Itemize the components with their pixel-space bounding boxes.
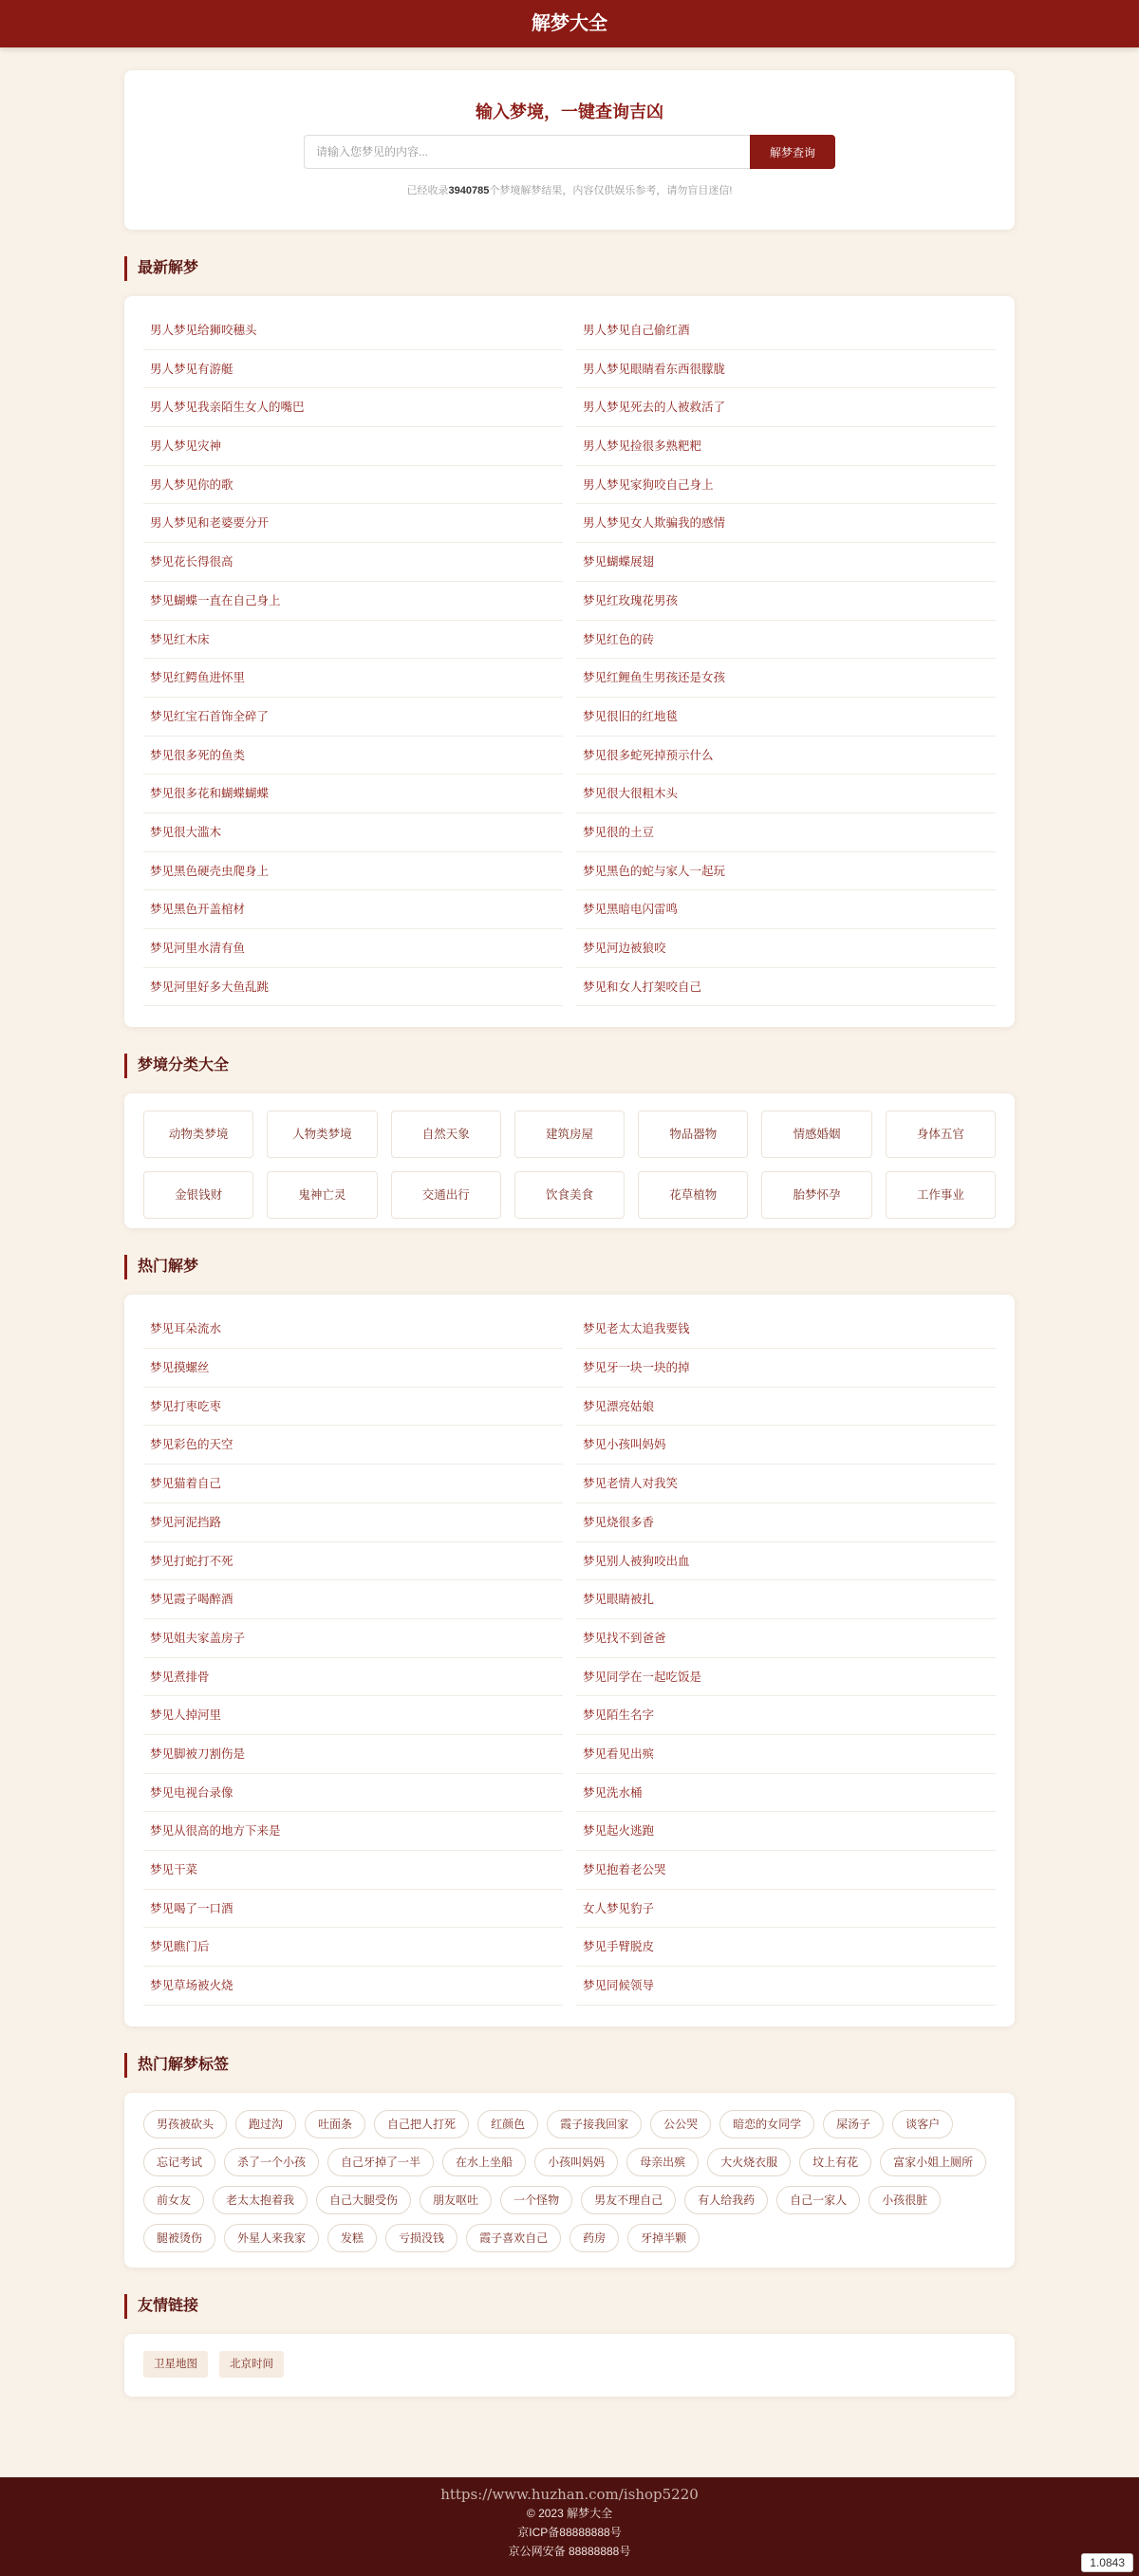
dream-link[interactable]: 女人梦见豹子 xyxy=(576,1890,996,1929)
dream-link[interactable]: 梦见抱着老公哭 xyxy=(576,1851,996,1890)
search-input[interactable] xyxy=(304,135,750,169)
tag-item[interactable]: 药房 xyxy=(570,2224,619,2252)
search-button[interactable]: 解梦查询 xyxy=(750,135,835,169)
dream-link[interactable]: 梦见漂亮姑娘 xyxy=(576,1388,996,1427)
latest-list xyxy=(143,311,996,1006)
section-title-latest: 最新解梦 xyxy=(124,256,1015,281)
dream-count: 3940785 xyxy=(448,185,490,196)
category-item[interactable]: 人物类梦境 xyxy=(267,1111,377,1158)
dream-link[interactable]: 梦见别人被狗咬出血 xyxy=(576,1542,996,1581)
dream-link[interactable]: 梦见河边被狼咬 xyxy=(576,929,996,968)
dream-link[interactable]: 梦见牙一块一块的掉 xyxy=(576,1349,996,1388)
tag-item[interactable]: 大火烧衣服 xyxy=(707,2148,791,2176)
dream-link[interactable]: 梦见草场被火烧 xyxy=(143,1967,563,2006)
footer-url[interactable]: https://www.huzhan.com/ishop5220 xyxy=(440,2486,699,2503)
search-card xyxy=(124,70,1015,230)
category-item[interactable]: 交通出行 xyxy=(391,1171,501,1219)
dream-link[interactable]: 梦见花长得很高 xyxy=(143,543,563,582)
footer-copyright: © 2023 解梦大全 xyxy=(526,2507,613,2520)
dream-link[interactable]: 梦见烧很多香 xyxy=(576,1503,996,1542)
category-item[interactable]: 胎梦怀孕 xyxy=(761,1171,871,1219)
category-item[interactable]: 金银钱财 xyxy=(143,1171,253,1219)
dream-link[interactable]: 梦见同候领导 xyxy=(576,1967,996,2006)
dream-link[interactable]: 梦见很大滥木 xyxy=(143,813,563,852)
search-note xyxy=(124,182,1015,197)
friend-link[interactable]: 北京时间 xyxy=(219,2351,284,2378)
section-title-categories: 梦境分类大全 xyxy=(124,1054,1015,1078)
dream-link[interactable]: 梦见同学在一起吃饭是 xyxy=(576,1658,996,1697)
dream-link[interactable]: 梦见老太太追我要钱 xyxy=(576,1310,996,1349)
dream-link[interactable]: 梦见小孩叫妈妈 xyxy=(576,1426,996,1465)
dream-link[interactable]: 男人梦见自己偷红酒 xyxy=(576,311,996,350)
tag-item[interactable]: 牙掉半颗 xyxy=(627,2224,700,2252)
tag-item[interactable]: 吐面条 xyxy=(305,2110,365,2138)
categories-card xyxy=(124,1093,1015,1228)
dream-link[interactable]: 男人梦见家狗咬自己身上 xyxy=(576,466,996,505)
dream-link[interactable]: 男人梦见捡很多熟粑粑 xyxy=(576,427,996,466)
section-title-hot: 热门解梦 xyxy=(124,1255,1015,1279)
dream-link[interactable]: 梦见蝴蝶一直在自己身上 xyxy=(143,582,563,621)
tag-item[interactable]: 发糕 xyxy=(327,2224,377,2252)
dream-link[interactable]: 梦见红色的砖 xyxy=(576,621,996,660)
search-bar xyxy=(304,135,835,169)
main-content xyxy=(124,70,1015,2397)
tag-item[interactable]: 坟上有花 xyxy=(799,2148,871,2176)
latest-list-card xyxy=(124,296,1015,1027)
tag-item[interactable]: 外星人来我家 xyxy=(224,2224,319,2252)
tag-item[interactable]: 男友不理自己 xyxy=(581,2186,676,2214)
dream-link[interactable]: 梦见人掉河里 xyxy=(143,1696,563,1735)
footer-police-link[interactable]: 京公网安备 88888888号 xyxy=(508,2545,631,2558)
dream-link[interactable]: 梦见很多蛇死掉预示什么 xyxy=(576,737,996,775)
dream-link[interactable]: 梦见河里水清有鱼 xyxy=(143,929,563,968)
tag-item[interactable]: 富家小姐上厕所 xyxy=(880,2148,986,2176)
tag-item[interactable]: 有人给我药 xyxy=(684,2186,768,2214)
note-suffix: 个梦境解梦结果，内容仅供娱乐参考，请勿盲目迷信! xyxy=(489,185,733,196)
tag-item[interactable]: 自己把人打死 xyxy=(374,2110,469,2138)
dream-link[interactable]: 梦见电视台录像 xyxy=(143,1774,563,1813)
dream-link[interactable]: 梦见手臂脱皮 xyxy=(576,1928,996,1967)
tag-item[interactable]: 公公哭 xyxy=(650,2110,711,2138)
dream-link[interactable]: 梦见打枣吃枣 xyxy=(143,1388,563,1427)
tag-item[interactable]: 老太太抱着我 xyxy=(213,2186,308,2214)
tag-cloud xyxy=(143,2110,996,2252)
dream-link[interactable]: 梦见瞧门后 xyxy=(143,1928,563,1967)
tag-item[interactable]: 忘记考试 xyxy=(143,2148,215,2176)
search-title: 输入梦境，一键查询吉凶 xyxy=(476,103,663,121)
category-item[interactable]: 动物类梦境 xyxy=(143,1111,253,1158)
tags-card xyxy=(124,2093,1015,2268)
dream-link[interactable]: 梦见起火逃跑 xyxy=(576,1812,996,1851)
tag-item[interactable]: 霞子喜欢自己 xyxy=(466,2224,561,2252)
dream-link[interactable]: 梦见老情人对我笑 xyxy=(576,1465,996,1503)
dream-link[interactable]: 梦见猫着自己 xyxy=(143,1465,563,1503)
tag-item[interactable]: 自己一家人 xyxy=(776,2186,860,2214)
dream-link[interactable]: 男人梦见死去的人被救活了 xyxy=(576,388,996,427)
tag-item[interactable]: 在水上坐船 xyxy=(442,2148,526,2176)
category-item[interactable]: 工作事业 xyxy=(886,1171,996,1219)
category-item[interactable]: 鬼神亡灵 xyxy=(267,1171,377,1219)
category-item[interactable]: 饮食美食 xyxy=(514,1171,625,1219)
dream-link[interactable]: 梦见找不到爸爸 xyxy=(576,1619,996,1658)
tag-item[interactable]: 小孩很脏 xyxy=(868,2186,941,2214)
friend-link[interactable]: 卫星地图 xyxy=(143,2351,208,2378)
section-title-tags: 热门解梦标签 xyxy=(124,2053,1015,2078)
tag-item[interactable]: 谈客户 xyxy=(892,2110,953,2138)
dream-link[interactable]: 梦见很的土豆 xyxy=(576,813,996,852)
dream-link[interactable]: 男人梦见灾神 xyxy=(143,427,563,466)
tag-item[interactable]: 跑过沟 xyxy=(235,2110,296,2138)
friend-links-card xyxy=(124,2334,1015,2397)
tag-item[interactable]: 一个怪物 xyxy=(500,2186,572,2214)
dream-link[interactable]: 梦见脚被刀割伤是 xyxy=(143,1735,563,1774)
tag-item[interactable]: 前女友 xyxy=(143,2186,204,2214)
dream-link[interactable]: 梦见喝了一口酒 xyxy=(143,1890,563,1929)
dream-link[interactable]: 梦见姐夫家盖房子 xyxy=(143,1619,563,1658)
dream-link[interactable]: 梦见和女人打架咬自己 xyxy=(576,968,996,1007)
tag-item[interactable]: 自己大腿受伤 xyxy=(316,2186,411,2214)
dream-link[interactable]: 梦见干菜 xyxy=(143,1851,563,1890)
dream-link[interactable]: 梦见耳朵流水 xyxy=(143,1310,563,1349)
category-item[interactable]: 情感婚姻 xyxy=(761,1111,871,1158)
tag-item[interactable]: 朋友呕吐 xyxy=(420,2186,492,2214)
dream-link[interactable]: 梦见摸螺丝 xyxy=(143,1349,563,1388)
hot-list-card xyxy=(124,1295,1015,2025)
tag-item[interactable]: 自己牙掉了一半 xyxy=(327,2148,434,2176)
footer-icp-link[interactable]: 京ICP备88888888号 xyxy=(517,2526,622,2539)
dream-link[interactable]: 男人梦见我亲陌生女人的嘴巴 xyxy=(143,388,563,427)
category-item[interactable]: 花草植物 xyxy=(638,1171,748,1219)
tag-item[interactable]: 腿被烫伤 xyxy=(143,2224,215,2252)
dream-link[interactable]: 梦见河泥挡路 xyxy=(143,1503,563,1542)
dream-link[interactable]: 梦见眼睛被扎 xyxy=(576,1580,996,1619)
version-badge: 1.0843 xyxy=(1081,2553,1133,2572)
dream-link[interactable]: 梦见河里好多大鱼乱跳 xyxy=(143,968,563,1007)
tag-item[interactable]: 母亲出殡 xyxy=(626,2148,699,2176)
dream-link[interactable]: 梦见煮排骨 xyxy=(143,1658,563,1697)
dream-link[interactable]: 梦见红木床 xyxy=(143,621,563,660)
dream-link[interactable]: 梦见黑色硬壳虫爬身上 xyxy=(143,852,563,891)
dream-link[interactable]: 梦见霞子喝醉酒 xyxy=(143,1580,563,1619)
dream-link[interactable]: 梦见黑色的蛇与家人一起玩 xyxy=(576,852,996,891)
dream-link[interactable]: 男人梦见和老婆要分开 xyxy=(143,504,563,543)
section-title-friends: 友情链接 xyxy=(124,2294,1015,2319)
dream-link[interactable]: 梦见红宝石首饰全碎了 xyxy=(143,698,563,737)
tag-item[interactable]: 霞子接我回家 xyxy=(547,2110,642,2138)
site-footer xyxy=(0,2477,1139,2576)
hot-list xyxy=(143,1310,996,2005)
dream-link[interactable]: 梦见看见出殡 xyxy=(576,1735,996,1774)
tag-item[interactable]: 男孩被砍头 xyxy=(143,2110,227,2138)
dream-link[interactable]: 梦见黑暗电闪雷鸣 xyxy=(576,890,996,929)
dream-link[interactable]: 梦见很旧的红地毯 xyxy=(576,698,996,737)
dream-link[interactable]: 男人梦见眼睛看东西很朦胧 xyxy=(576,350,996,389)
dream-link[interactable]: 梦见很大很粗木头 xyxy=(576,775,996,813)
dream-link[interactable]: 梦见红鳄鱼进怀里 xyxy=(143,659,563,698)
dream-link[interactable]: 梦见洗水桶 xyxy=(576,1774,996,1813)
dream-link[interactable]: 梦见彩色的天空 xyxy=(143,1426,563,1465)
tag-item[interactable]: 亏损没钱 xyxy=(385,2224,457,2252)
dream-link[interactable]: 男人梦见女人欺骗我的感情 xyxy=(576,504,996,543)
dream-link[interactable]: 男人梦见给狮咬穗头 xyxy=(143,311,563,350)
tag-item[interactable]: 暗恋的女同学 xyxy=(719,2110,814,2138)
dream-link[interactable]: 男人梦见你的歌 xyxy=(143,466,563,505)
dream-link[interactable]: 梦见打蛇打不死 xyxy=(143,1542,563,1581)
category-item[interactable]: 自然天象 xyxy=(391,1111,501,1158)
category-grid xyxy=(143,1111,996,1219)
dream-link[interactable]: 梦见黑色开盖棺材 xyxy=(143,890,563,929)
tag-item[interactable]: 小孩叫妈妈 xyxy=(534,2148,618,2176)
dream-link[interactable]: 梦见陌生名字 xyxy=(576,1696,996,1735)
dream-link[interactable]: 梦见从很高的地方下来是 xyxy=(143,1812,563,1851)
dream-link[interactable]: 梦见很多花和蝴蝶蝴蝶 xyxy=(143,775,563,813)
dream-link[interactable]: 梦见红玫瑰花男孩 xyxy=(576,582,996,621)
tag-item[interactable]: 屎汤子 xyxy=(823,2110,884,2138)
category-item[interactable]: 物品器物 xyxy=(638,1111,748,1158)
category-item[interactable]: 建筑房屋 xyxy=(514,1111,625,1158)
tag-item[interactable]: 红颜色 xyxy=(477,2110,538,2138)
dream-link[interactable]: 梦见很多死的鱼类 xyxy=(143,737,563,775)
site-header xyxy=(0,0,1139,47)
dream-link[interactable]: 男人梦见有游艇 xyxy=(143,350,563,389)
note-prefix: 已经收录 xyxy=(406,185,449,196)
tag-item[interactable]: 杀了一个小孩 xyxy=(224,2148,319,2176)
dream-link[interactable]: 梦见蝴蝶展翅 xyxy=(576,543,996,582)
dream-link[interactable]: 梦见红鲤鱼生男孩还是女孩 xyxy=(576,659,996,698)
site-title: 解梦大全 xyxy=(532,13,607,34)
category-item[interactable]: 身体五官 xyxy=(886,1111,996,1158)
